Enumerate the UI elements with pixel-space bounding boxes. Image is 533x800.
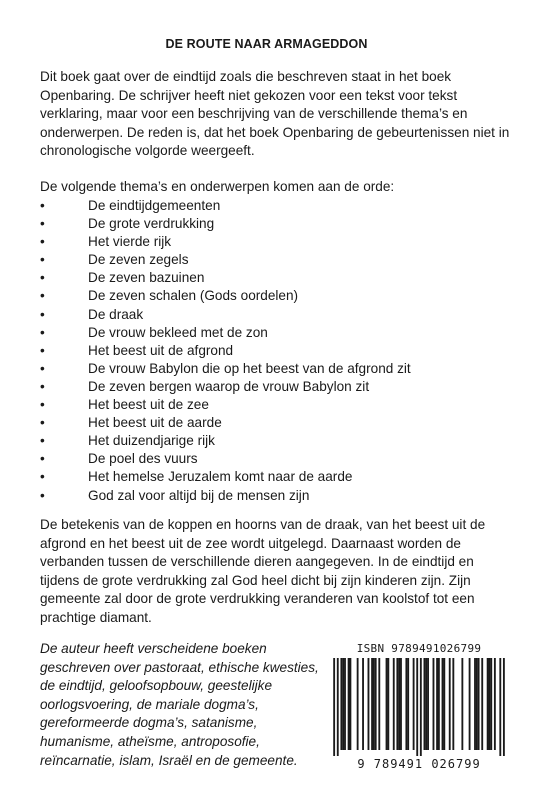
list-item: [40, 414, 510, 432]
list-item: [40, 468, 510, 486]
theme-label: Het beest uit de aarde: [88, 415, 222, 431]
page-title: DE ROUTE NAAR ARMAGEDDON: [165, 37, 368, 51]
bullet-icon: •: [40, 216, 45, 232]
barcode-bar: [340, 658, 342, 750]
bullet-icon: •: [40, 234, 45, 250]
theme-label: De zeven bergen waarop de vrouw Babylon zit: [88, 378, 370, 394]
theme-label: De eindtijdgemeenten: [88, 198, 221, 213]
theme-label: God zal voor altijd bij de mensen zijn: [88, 487, 310, 503]
list-item: [40, 396, 510, 414]
theme-label: De draak: [88, 306, 144, 322]
barcode-bar: [407, 658, 409, 750]
barcode-bar: [373, 658, 375, 750]
barcode-guard-bar: [499, 658, 501, 756]
barcode-guard-bar: [420, 658, 422, 756]
barcode-bar: [443, 658, 445, 750]
theme-label: Het beest uit de afgrond: [88, 342, 234, 358]
barcode-bar: [398, 658, 400, 750]
list-item: [40, 251, 510, 269]
bullet-icon: •: [40, 342, 45, 358]
theme-label: De vrouw Babylon die op het beest van de afgrond zit: [88, 360, 411, 376]
barcode-bar: [442, 658, 444, 750]
intro-paragraph: Dit boek gaat over de eindtijd zoals die beschreven staat in het boek Openbaring. De schrijver heeft niet gekozen voor een tekst voor tekst verklaring, maar voor een beschrijving van de verschillende thema’s en onderwerpen. De reden is, dat het boek Openbaring de gebeurtenissen niet in chronologische volgorde weergeeft.: [40, 69, 510, 159]
barcode-bar: [461, 658, 463, 750]
list-item: [40, 487, 510, 505]
bullet-icon: •: [40, 270, 45, 286]
barcode-bar: [487, 658, 489, 750]
bullet-icon: •: [40, 378, 45, 394]
barcode-bar: [413, 658, 415, 750]
bullet-icon: •: [40, 306, 45, 322]
isbn-digits: 9 789491 026799: [357, 757, 481, 771]
isbn-barcode: [326, 642, 512, 772]
bullet-icon: •: [40, 487, 45, 503]
theme-label: De grote verdrukking: [88, 216, 215, 232]
barcode-guard-bar: [333, 658, 335, 756]
bullet-icon: •: [40, 288, 45, 304]
bullet-icon: •: [40, 397, 45, 413]
theme-label: Het vierde rijk: [88, 234, 172, 250]
theme-label: De zeven schalen (Gods oordelen): [88, 288, 299, 304]
barcode-bar: [357, 658, 359, 750]
barcode-bar: [400, 658, 402, 750]
bullet-icon: •: [40, 324, 45, 340]
list-item: [40, 342, 510, 360]
barcode-bar: [481, 658, 483, 750]
theme-label: Het hemelse Jeruzalem komt naar de aarde: [88, 469, 353, 485]
bullet-icon: •: [40, 360, 45, 376]
barcode-guard-bar: [416, 658, 418, 756]
list-item: [40, 378, 510, 396]
barcode-bars: [326, 658, 512, 756]
bullet-icon: •: [40, 433, 45, 449]
barcode-bar: [489, 658, 491, 750]
barcode-bar: [469, 658, 471, 750]
themes-heading: De volgende thema’s en onderwerpen komen aan de orde:: [40, 179, 395, 194]
list-item: [40, 324, 510, 342]
barcode-bar: [371, 658, 373, 750]
barcode-guard-bar: [503, 658, 505, 756]
theme-label: Het duizendjarige rijk: [88, 433, 215, 449]
bullet-icon: •: [40, 451, 45, 467]
barcode-bar: [396, 658, 398, 750]
list-item: [40, 432, 510, 450]
theme-label: De zeven bazuinen: [88, 270, 205, 286]
isbn-label: ISBN 9789491026799: [356, 642, 482, 655]
barcode-bar: [449, 658, 451, 750]
barcode-bar: [452, 658, 454, 750]
barcode-guard-bar: [337, 658, 339, 756]
barcode-bar: [348, 658, 350, 750]
list-item: [40, 269, 510, 287]
barcode-bar: [490, 658, 492, 750]
barcode-bar: [478, 658, 480, 750]
bullet-icon: •: [40, 198, 45, 213]
barcode-bar: [386, 658, 388, 750]
barcode-bar: [476, 658, 478, 750]
barcode-bar: [342, 658, 344, 750]
barcode-bar: [387, 658, 389, 750]
barcode-bar: [436, 658, 438, 750]
list-item: [40, 450, 510, 468]
theme-label: De poel des vuurs: [88, 451, 198, 467]
barcode-bar: [494, 658, 496, 750]
bullet-icon: •: [40, 469, 45, 485]
barcode-bar: [362, 658, 364, 750]
barcode-bar: [424, 658, 426, 750]
barcode-bar: [344, 658, 346, 750]
theme-label: De zeven zegels: [88, 252, 189, 268]
author-note: De auteur heeft verscheidene boeken geschreven over pastoraat, ethische kwesties, de eindtijd, geloofsopbouw, geestelijke oorlogsvoering, de mariale dogma’s, gereformeerde dogma’s, satanisme, humanisme, atheïsme, antroposofie, reïncarnatie, islam, Israël en de gemeente.: [40, 641, 319, 768]
barcode-bar: [433, 658, 435, 750]
description-paragraph: De betekenis van de koppen en hoorns van de draak, van het beest uit de afgrond en het beest uit de zee wordt uitgelegd. Daarnaast worden de verbanden tussen de verschillende dieren aangegeven. In de eindtijd en tijdens de grote verdrukking zal God heel dicht bij zijn kinderen zijn. Zijn gemeente zal door de grote verdrukking veranderen van koolstof tot een prachtige diamant.: [40, 517, 486, 625]
list-item: [40, 287, 510, 305]
barcode-bar: [378, 658, 380, 750]
list-item: [40, 215, 510, 233]
barcode-bar: [368, 658, 370, 750]
barcode-bar: [427, 658, 429, 750]
barcode-bar: [349, 658, 351, 750]
barcode-bar: [425, 658, 427, 750]
list-item: [40, 197, 510, 215]
barcode-bar: [375, 658, 377, 750]
barcode-bar: [393, 658, 395, 750]
themes-list: [40, 197, 510, 505]
theme-label: Het beest uit de zee: [88, 397, 209, 413]
bullet-icon: •: [40, 252, 45, 268]
barcode-bar: [474, 658, 476, 750]
barcode-bar: [405, 658, 407, 750]
theme-label: De vrouw bekleed met de zon: [88, 324, 268, 340]
list-item: [40, 233, 510, 251]
barcode-bar: [438, 658, 440, 750]
list-item: [40, 306, 510, 324]
bullet-icon: •: [40, 415, 45, 431]
list-item: [40, 360, 510, 378]
